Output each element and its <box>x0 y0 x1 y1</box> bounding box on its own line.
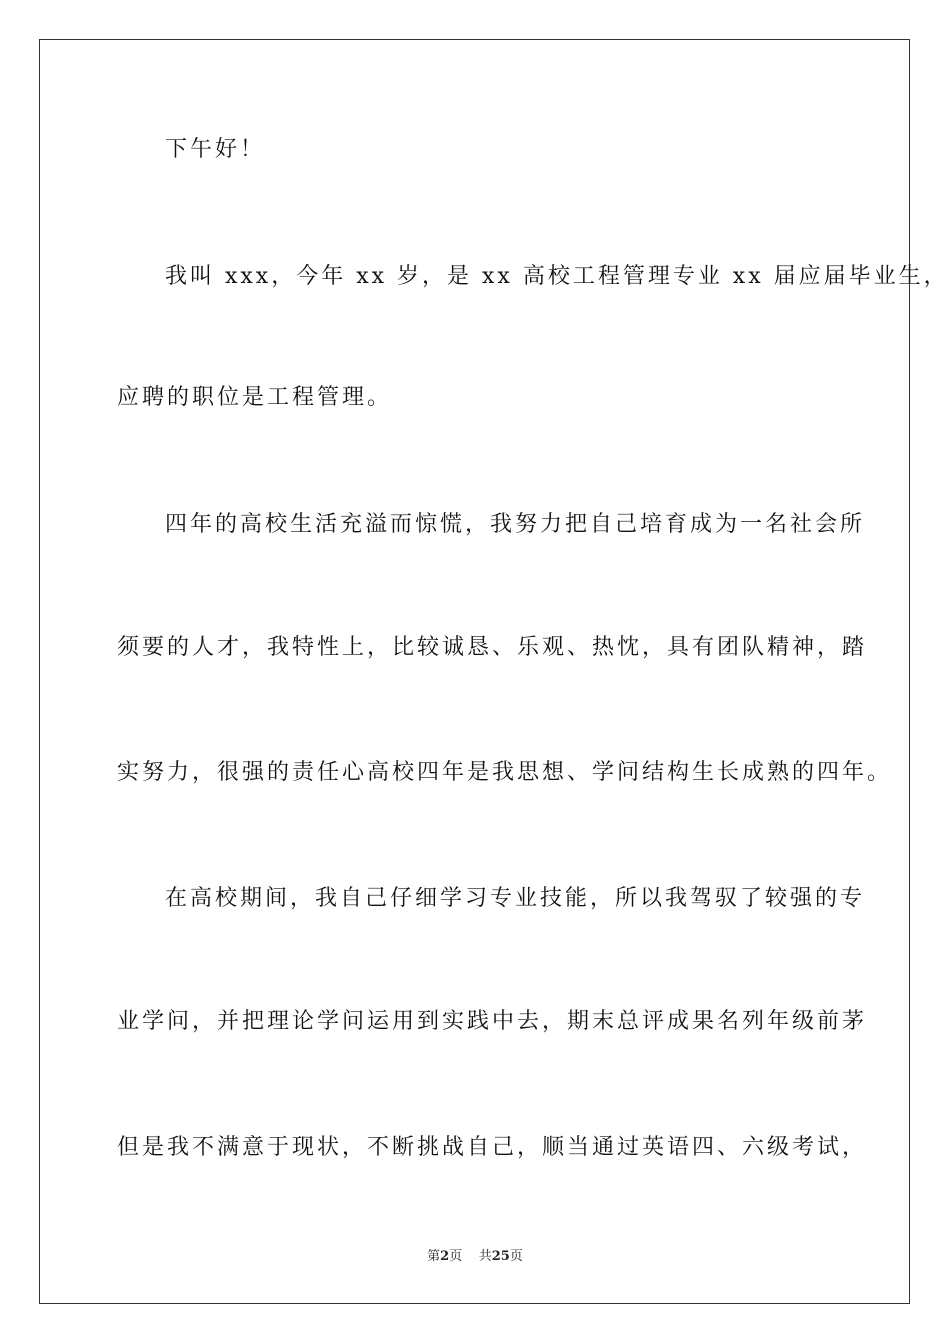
text-line-greeting: 下午好！ <box>165 137 266 162</box>
footer-total-prefix: 共 <box>478 1249 492 1264</box>
page-footer <box>0 1248 950 1266</box>
text-line-college-life: 四年的高校生活充溢而惊慌，我努力把自己培育成为一名社会所 <box>165 512 866 537</box>
footer-page-suffix: 页 <box>449 1249 463 1264</box>
text-line-intro: 我叫 xxx，今年 xx 岁，是 xx 高校工程管理专业 xx 届应届毕业生， <box>165 264 949 289</box>
footer-total-pages: 25 <box>491 1249 510 1264</box>
text-line-responsibility: 实努力，很强的责任心高校四年是我思想、学问结构生长成熟的四年。 <box>117 760 893 785</box>
text-line-position: 应聘的职位是工程管理。 <box>117 385 393 410</box>
footer-page-number: 2 <box>440 1249 450 1264</box>
footer-page-prefix: 第 <box>427 1249 441 1264</box>
text-line-challenge: 但是我不满意于现状，不断挑战自己，顺当通过英语四、六级考试， <box>117 1135 868 1160</box>
footer-total-suffix: 页 <box>509 1249 523 1264</box>
text-line-personality: 须要的人才，我特性上，比较诚恳、乐观、热忱，具有团队精神，踏 <box>117 635 868 660</box>
text-line-knowledge: 业学问，并把理论学问运用到实践中去，期末总评成果名列年级前茅 <box>117 1009 868 1034</box>
page-border <box>39 39 910 1304</box>
text-line-study: 在高校期间，我自己仔细学习专业技能，所以我驾驭了较强的专 <box>165 886 866 911</box>
